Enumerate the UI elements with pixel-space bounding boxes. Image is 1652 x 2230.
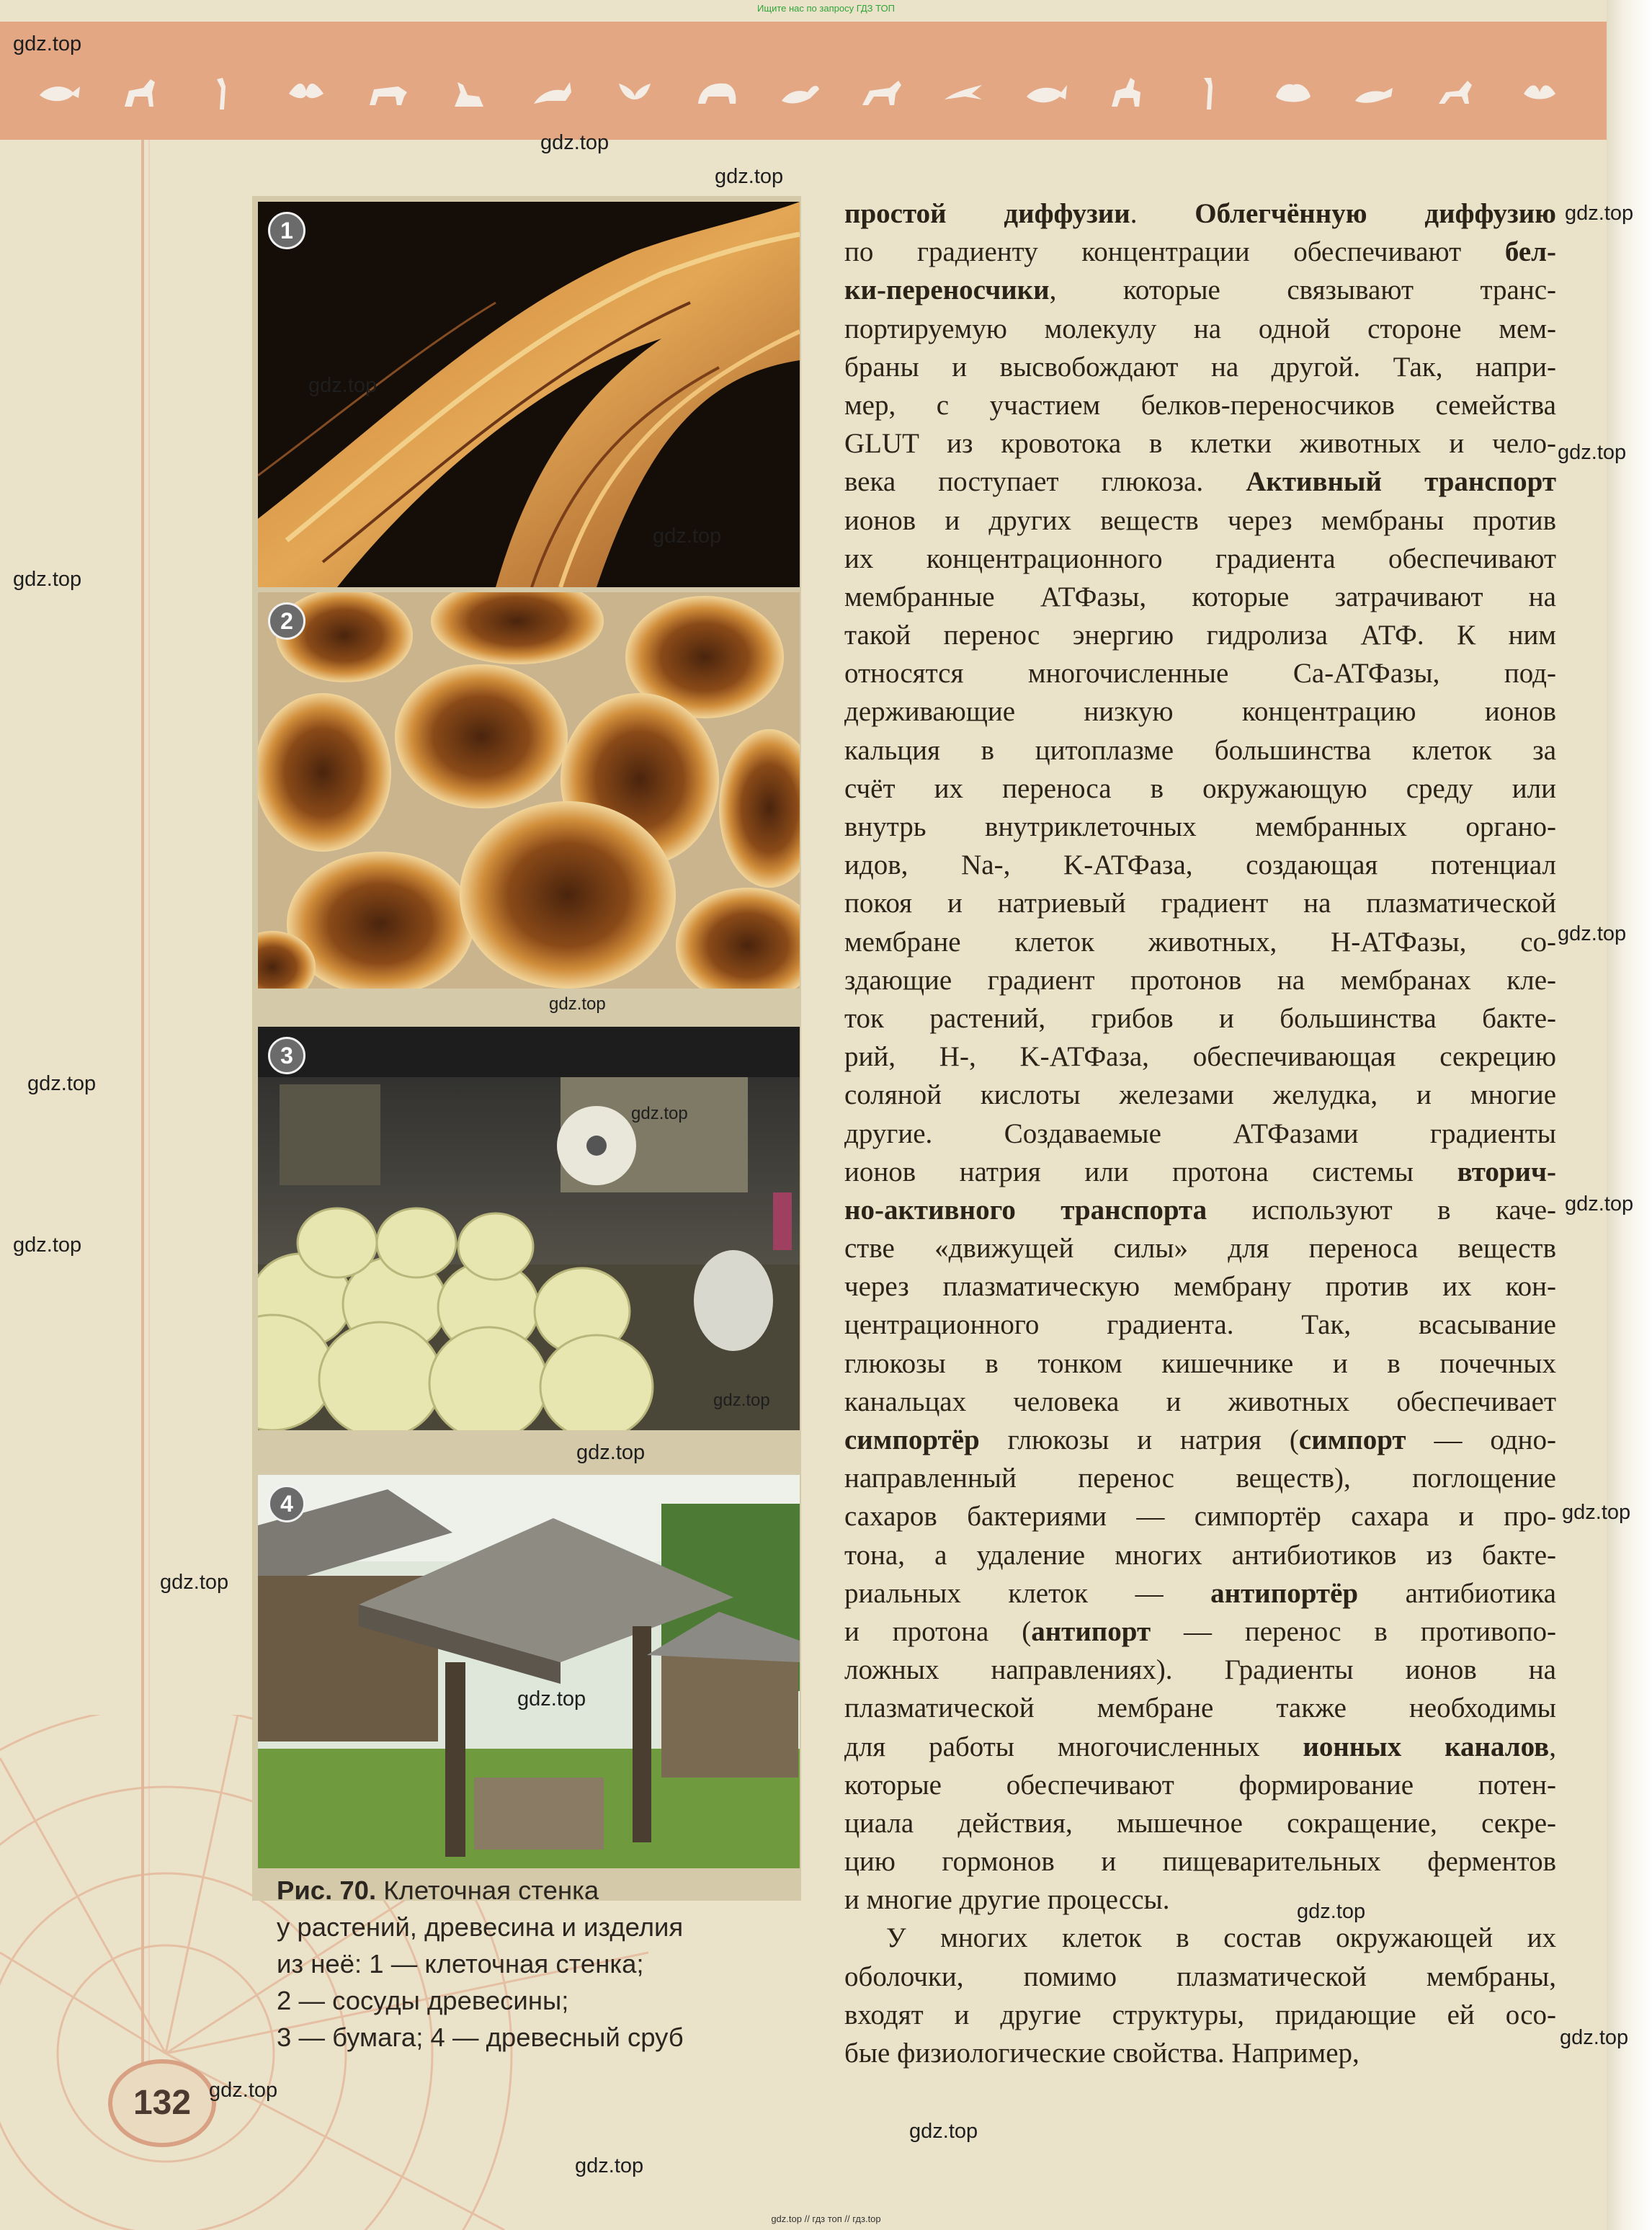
bold-term: бел-: [1504, 236, 1556, 268]
text-segment: идов, Na-, K-АТФаза, создающая потенциал: [844, 849, 1556, 881]
watermark: gdz.top: [1565, 202, 1634, 225]
swallow-icon: [945, 85, 982, 99]
butterfly-icon: [619, 84, 651, 99]
log-house-image: [258, 1475, 800, 1868]
watermark: gdz.top: [713, 1391, 770, 1410]
watermark: gdz.top: [909, 2120, 978, 2143]
text-line: [844, 348, 1556, 386]
text-segment: риальных клеток —: [844, 1577, 1211, 1609]
top-note: Ищите нас по запросу ГДЗ ТОП: [757, 3, 895, 14]
bold-term: Облегчённую диффузию: [1195, 198, 1556, 229]
text-segment: — одно-: [1406, 1424, 1556, 1455]
text-line: [844, 1766, 1556, 1804]
insect-icon: [289, 84, 323, 98]
fish-icon: [40, 86, 80, 101]
text-segment: используют в каче-: [1207, 1194, 1556, 1226]
text-segment: глюкозы в тонком кишечнике и в почечных: [844, 1347, 1556, 1379]
text-segment: центрационного градиента. Так, всасывание: [844, 1309, 1556, 1341]
bold-term: ки-переносчики: [844, 275, 1050, 306]
text-segment: цию гормонов и пищеварительных ферментов: [844, 1846, 1556, 1878]
beetle-icon: [1276, 84, 1311, 102]
bold-term: симпорт: [1298, 1424, 1406, 1455]
text-line: [844, 1958, 1556, 1996]
bison-icon: [698, 84, 736, 104]
text-line: [844, 233, 1556, 271]
watermark: gdz.top: [13, 568, 82, 591]
text-segment: плазматической мембране также необходимы: [844, 1692, 1556, 1724]
text-segment: циала действия, мышечное сокращение, секре-: [844, 1807, 1556, 1839]
heron-icon: [1204, 78, 1213, 110]
text-line: [844, 1383, 1556, 1421]
text-line: [844, 1191, 1556, 1229]
watermark: gdz.top: [13, 32, 82, 55]
caption-line: Клеточная стенка: [383, 1876, 599, 1905]
photo-log-house: [258, 1475, 800, 1868]
adjacent-page-edge: [1607, 0, 1652, 2230]
text-segment: входят и другие структуры, придающие ей осо-: [844, 1999, 1556, 2030]
text-line: [844, 195, 1556, 233]
text-line: [844, 1574, 1556, 1613]
text-line: [844, 1076, 1556, 1114]
text-segment: и протона (: [844, 1615, 1032, 1647]
watermark: gdz.top: [13, 1234, 82, 1257]
watermark: gdz.top: [653, 525, 722, 548]
text-segment: через плазматическую мембрану против их кон-: [844, 1271, 1556, 1303]
text-segment: ,: [1549, 1731, 1556, 1762]
paper-rolls-image: [258, 1027, 800, 1430]
bold-term: простой диффузии: [844, 198, 1130, 229]
text-line: [844, 424, 1556, 463]
fox-icon: [1439, 81, 1472, 104]
text-segment: антибиотика: [1358, 1577, 1556, 1609]
figure-caption-label: Рис. 70.: [277, 1876, 377, 1905]
text-segment: здающие градиент протонов на мембранах кле-: [844, 964, 1556, 996]
text-line: [844, 770, 1556, 808]
text-segment: для работы многочисленных: [844, 1731, 1303, 1762]
text-segment: по градиенту концентрации обеспечивают: [844, 236, 1505, 268]
whale-icon: [1027, 85, 1067, 102]
text-line: [844, 386, 1556, 424]
text-segment: браны и высвобождают на другой. Так, напри-: [844, 351, 1556, 383]
photo-number-badge: 1: [268, 212, 305, 249]
text-segment: направленный перенос веществ), поглощение: [844, 1463, 1556, 1494]
text-segment: канальцах человека и животных обеспечивает: [844, 1386, 1556, 1417]
watermark: gdz.top: [549, 994, 606, 1014]
text-segment: соляной кислоты железами желудка, и многие: [844, 1079, 1556, 1111]
caption-line: 2 — сосуды древесины;: [277, 1986, 569, 2015]
bold-term: симпортёр: [844, 1424, 980, 1455]
text-segment: другие. Создаваемые АТФазами градиенты: [844, 1118, 1556, 1149]
photo-wood-vessels: [258, 592, 800, 989]
bold-term: но-активного транспорта: [844, 1194, 1207, 1226]
text-line: [844, 961, 1556, 999]
watermark: gdz.top: [1565, 1192, 1634, 1216]
text-segment: которые обеспечивают формирование потен-: [844, 1769, 1556, 1801]
text-segment: ложных направлениях). Градиенты ионов на: [844, 1654, 1556, 1686]
text-segment: У многих клеток в состав окружающей их: [886, 1922, 1556, 1954]
text-line: [844, 999, 1556, 1038]
text-line: [844, 1267, 1556, 1306]
text-line: [844, 1497, 1556, 1535]
watermark: gdz.top: [160, 1571, 229, 1594]
watermark: gdz.top: [209, 2079, 278, 2102]
caption-line: 3 — бумага; 4 — древесный сруб: [277, 2022, 684, 2052]
text-line: [844, 310, 1556, 348]
text-line: [844, 1115, 1556, 1153]
bold-term: антипорт: [1031, 1615, 1151, 1647]
text-line: [844, 1306, 1556, 1344]
watermark: gdz.top: [715, 165, 784, 188]
text-line: [844, 1536, 1556, 1574]
text-line: [844, 1689, 1556, 1727]
text-line: [844, 501, 1556, 540]
text-line: [844, 2034, 1556, 2072]
text-segment: сахаров бактериями — симпортёр сахара и про-: [844, 1501, 1556, 1533]
bold-term: вторич-: [1457, 1156, 1556, 1187]
bold-term: антипортёр: [1210, 1577, 1359, 1609]
text-line: [844, 540, 1556, 578]
text-line: [844, 1651, 1556, 1689]
page-number: 132: [108, 2059, 216, 2147]
text-segment: .: [1130, 198, 1195, 229]
wood-vessels-image: [258, 592, 800, 989]
rat-icon: [1355, 88, 1393, 103]
watermark: gdz.top: [1562, 1501, 1631, 1524]
text-segment: GLUT из кровотока в клетки животных и чело-: [844, 428, 1556, 460]
text-segment: тона, а удаление многих антибиотиков из бакте-: [844, 1539, 1556, 1571]
text-segment: мер, с участием белков-переносчиков семейства: [844, 389, 1556, 421]
text-segment: и многие другие процессы.: [844, 1884, 1170, 1916]
goat-icon: [125, 79, 155, 107]
photo-paper-rolls: [258, 1027, 800, 1430]
text-line: [844, 884, 1556, 922]
text-segment: внутрь внутриклеточных мембранных органо-: [844, 811, 1556, 842]
body-text: [844, 195, 1556, 2072]
animal-silhouettes-strip: [40, 75, 1607, 115]
watermark: gdz.top: [576, 1441, 646, 1464]
text-line: [844, 1996, 1556, 2034]
photo-number-badge: 2: [268, 602, 305, 640]
rabbit-icon: [534, 82, 571, 104]
text-line: [844, 923, 1556, 961]
text-line: [844, 1881, 1556, 1919]
text-segment: , которые связывают транс-: [1049, 275, 1556, 306]
text-line: [844, 1919, 1556, 1957]
caption-line: у растений, древесина и изделия: [277, 1912, 684, 1942]
text-segment: — перенос в противопо-: [1151, 1615, 1556, 1647]
text-segment: рий, Н-, K-АТФаза, обеспечивающая секрецию: [844, 1041, 1556, 1073]
lizard-icon: [782, 86, 819, 103]
text-segment: портируемую молекулу на одной стороне мем-: [844, 313, 1556, 344]
text-segment: глюкозы и натрия (: [979, 1424, 1299, 1455]
text-segment: мембранные АТФазы, которые затрачивают на: [844, 581, 1556, 612]
watermark: gdz.top: [517, 1687, 586, 1711]
bottom-note: gdz.top // гдз топ // гдз.top: [771, 2213, 881, 2224]
text-line: [844, 1153, 1556, 1191]
text-segment: такой перенос энергию гидролиза АТФ. К ним: [844, 620, 1556, 651]
text-segment: стве «движущей силы» для переноса веществ: [844, 1233, 1556, 1265]
text-segment: оболочки, помимо плазматической мембраны,: [844, 1961, 1556, 1992]
horse-icon: [862, 81, 901, 105]
bold-term: Активный транспорт: [1246, 466, 1556, 498]
text-line: [844, 1459, 1556, 1497]
text-line: [844, 654, 1556, 692]
text-segment: бые физиологические свойства. Например,: [844, 2038, 1359, 2069]
text-line: [844, 808, 1556, 846]
text-segment: мембране клеток животных, Н-АТФазы, со-: [844, 926, 1556, 958]
watermark: gdz.top: [575, 2154, 644, 2177]
deer-icon: [1112, 78, 1140, 107]
text-segment: ионов и других веществ через мембраны против: [844, 504, 1556, 536]
text-line: [844, 1728, 1556, 1766]
text-line: [844, 271, 1556, 309]
text-line: [844, 1229, 1556, 1267]
text-segment: держивающие низкую концентрацию ионов: [844, 696, 1556, 728]
text-line: [844, 846, 1556, 884]
text-line: [844, 1804, 1556, 1842]
text-line: [844, 692, 1556, 731]
text-segment: века поступает глюкоза.: [844, 466, 1246, 498]
text-segment: счёт их переноса в окружающую среду или: [844, 772, 1556, 804]
watermark: gdz.top: [631, 1104, 688, 1123]
text-line: [844, 616, 1556, 654]
text-line: [844, 1613, 1556, 1651]
text-segment: их концентрационного градиента обеспечивают: [844, 543, 1556, 574]
photo-number-badge: 3: [268, 1037, 305, 1074]
bee-icon: [1524, 86, 1555, 99]
text-line: [844, 578, 1556, 616]
text-line: [844, 1842, 1556, 1881]
watermark: gdz.top: [1297, 1900, 1366, 1923]
text-line: [844, 1421, 1556, 1459]
watermark: gdz.top: [1560, 2026, 1629, 2049]
watermark: gdz.top: [1558, 922, 1627, 945]
text-segment: ток растений, грибов и большинства бакте-: [844, 1002, 1556, 1034]
figure-caption: [277, 1872, 795, 2056]
watermark: gdz.top: [27, 1072, 97, 1095]
watermark: gdz.top: [1558, 441, 1627, 464]
photo-number-badge: 4: [268, 1485, 305, 1522]
text-segment: покоя и натриевый градиент на плазматической: [844, 888, 1556, 919]
text-line: [844, 731, 1556, 770]
bird-icon: [217, 78, 226, 110]
watermark: gdz.top: [540, 131, 610, 154]
watermark: gdz.top: [308, 374, 378, 397]
boar-icon: [370, 86, 407, 105]
text-segment: кальция в цитоплазме большинства клеток за: [844, 734, 1556, 766]
text-line: [844, 463, 1556, 501]
cat-icon: [455, 82, 483, 107]
text-line: [844, 1344, 1556, 1383]
text-segment: ионов натрия или протона системы: [844, 1156, 1457, 1187]
text-line: [844, 1038, 1556, 1076]
bold-term: ионных каналов: [1303, 1731, 1550, 1762]
text-segment: относятся многочисленные Са-АТФазы, под-: [844, 658, 1556, 690]
caption-line: из неё: 1 — клеточная стенка;: [277, 1949, 644, 1979]
